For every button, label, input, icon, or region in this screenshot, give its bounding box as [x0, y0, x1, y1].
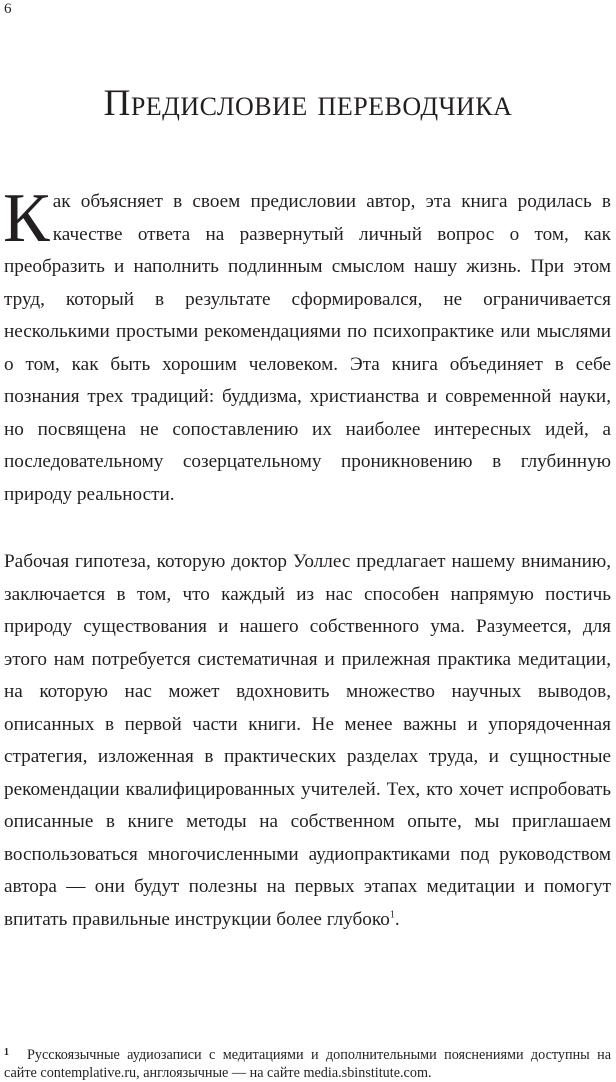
page-number: 6: [4, 1, 12, 17]
body-paragraph-2: [4, 546, 611, 936]
footnote-reference[interactable]: 1: [389, 909, 395, 921]
paragraph-2-end: .: [394, 908, 400, 930]
footnote: [4, 1044, 611, 1082]
paragraph-1-text: ак объясняет в своем предисловии автор, эта книга родилась в качестве ответа на развернутый личный вопрос о том, как преобразить и наполнить подлинным смыслом нашу жизнь. При этом труд, который в результате сформировался, не ограничивается несколькими простыми рекомендациями по психопрактике или мыслями о том, как быть хорошим человеком. Эта книга объединяет в себе познания трех традиций: буддизма, христианства и современной науки, но посвящена не сопоставлению их наиболее интересных идей, а последовательному созерцательному проникновению в глубинную природу реальности.: [4, 191, 611, 505]
drop-cap: К: [3, 180, 50, 257]
paragraph-2-text: Рабочая гипотеза, которую доктор Уоллес предлагает нашему вниманию, заключается в том, что каждый из нас способен напрямую постичь природу существования и нашего собственного ума. Разумеется, для этого нам потребуется систематичная и прилежная практика медитации, на которую нас может вдохновить множество научных выводов, описанных в первой части книги. Не менее важны и упорядоченная стратегия, изложенная в практических разделах труда, и сущностные рекомендации квалифицированных учителей. Тех, кто хочет испробовать описанные в книге методы на собственном опыте, мы приглашаем воспользоваться многочисленными аудиопрактиками под руководством автора — они будут полезны на первых этапах медитации и помогут впитать правильные инструкции более глубоко: [4, 551, 611, 930]
body-paragraph-1: [3, 180, 611, 511]
footnote-number: 1: [4, 1047, 9, 1058]
footnote-text: Русскоязычные аудиозаписи с медитациями и дополнительными пояснениями доступны на сайте contemplative.ru, англоязычные — на сайте media.sbinstitute.com.: [4, 1047, 611, 1081]
chapter-title: Предисловие переводчика: [103, 83, 513, 124]
